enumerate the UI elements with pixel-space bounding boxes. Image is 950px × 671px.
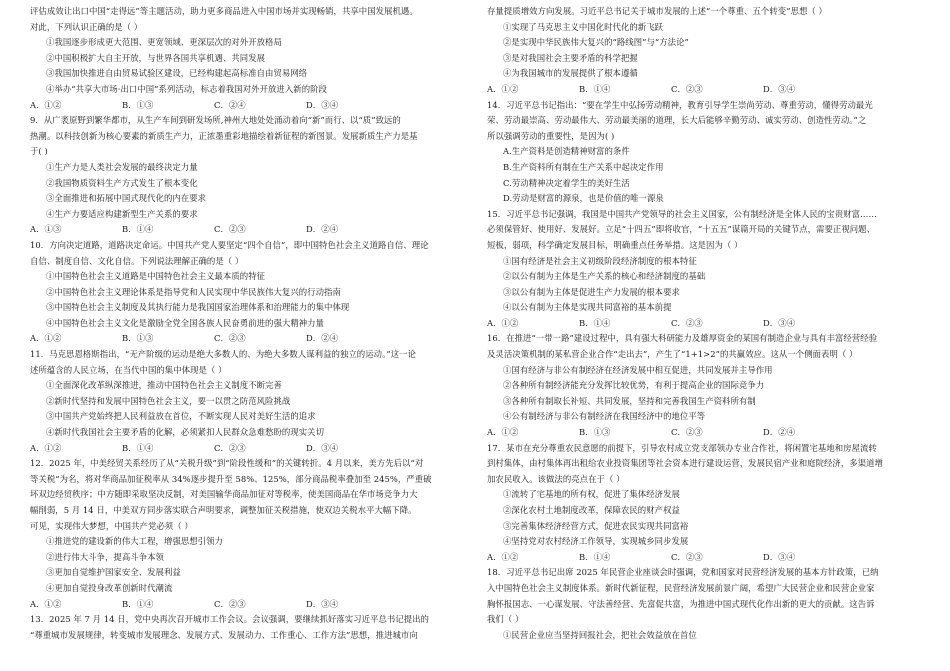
choice-statement: ②以公有制为主体是生产关系的核心和经济制度的基础 <box>503 271 706 282</box>
answer-options <box>487 550 925 566</box>
choice-statement: ①全面深化改革纵深推进，推动中国特色社会主义制度不断完善 <box>46 380 282 391</box>
choice-statement: ①推进党的建设新的伟大工程，增强思想引领力 <box>46 536 223 547</box>
answer-option: D．②④ <box>306 333 339 344</box>
choice-statement: ②深化农村土地制度改革，保障农民的财产权益 <box>503 505 680 515</box>
answer-option: C．②③ <box>671 317 703 328</box>
answer-option: B．①③ <box>122 333 154 344</box>
text-line: 荣、劳动最崇高、劳动最伟大、劳动最美丽的道理，长大后能够辛勤劳动、诚实劳动、创造性劳动。”之 <box>487 115 867 126</box>
text-line: 10．方向决定道路，道路决定命运。中国共产党人要坚定“四个自信”，即中国特色社会主义道路自信、理论 <box>30 239 429 250</box>
answer-option: C．②③ <box>671 427 703 438</box>
choice-statement: ③更加自觉维护国家安全、发展利益 <box>46 567 181 578</box>
answer-option: B．①④ <box>579 551 611 562</box>
choice-statement: ④公有制经济与非公有制经济在我国经济中的地位平等 <box>503 411 706 422</box>
right-column <box>487 4 925 643</box>
text-line: 11．马克思恩格斯指出，“无产阶级的运动是绝大多数人的、为绝大多数人谋利益的独立的运动。”这一论 <box>30 349 416 360</box>
text-line: 17．某市在充分尊重农民意愿的前提下，引导农村成立党支部领办专业合作社，将闲置宅基地和房屋流转 <box>487 442 877 453</box>
text-line: 于( ) <box>30 146 48 157</box>
text-line: 12．2025 年，中美经贸关系经历了从“关税升级”到“阶段性缓和”的关键转折。4 月以来，美方先后以“对 <box>30 458 424 469</box>
answer-option: A．①② <box>487 317 519 328</box>
choice-statement: ②新时代坚持和发展中国特色社会主义，要一以贯之防范风险挑战 <box>46 395 291 406</box>
text-line: 加农民收入。该做法的亮点在于（ ） <box>487 473 625 484</box>
answer-options <box>30 222 468 238</box>
choice-statement: ②各种所有制经济能充分发挥比较优势，有利于提高企业的国际竞争力 <box>503 380 765 391</box>
text-line: 坏双边经贸秩序；中方随即采取坚决反制，对美国输华商品加征对等税率，使美国商品在华市场竞争力大 <box>30 489 418 500</box>
answer-option: B．①④ <box>579 83 611 94</box>
answer-option: B．①④ <box>122 598 154 609</box>
answer-option: D．③④ <box>306 598 339 609</box>
answer-option: D．②④ <box>763 427 796 438</box>
answer-option: C．②③ <box>214 598 246 609</box>
answer-options <box>487 82 925 98</box>
choice-statement: ③中国特色社会主义制度及其执行能力是我国国家治理体系和治理能力的集中体现 <box>46 302 350 313</box>
text-line: 13．2025 年 7 月 14 日，党中央再次召开城市工作会议。会议强调，要继续抓好落实习近平总书记提出的 <box>30 614 429 625</box>
choice-statement: C.劳动精神决定着学生的美好生活 <box>503 177 630 188</box>
answer-options <box>487 316 925 332</box>
answer-option: C．②③ <box>671 83 703 94</box>
text-line: 16．在推进“一带一路”建设过程中，具有强大科研能力及雄厚资金的某国有制造企业与具有丰富经营经验 <box>487 333 878 344</box>
answer-option: D．③④ <box>763 551 796 562</box>
answer-option: D．③④ <box>763 317 796 328</box>
choice-statement: A.生产资料是创造精神财富的条件 <box>503 146 630 157</box>
text-line: 热潮。以科技创新为核心要素的新质生产力，正浓墨重彩地描绘着新征程的新图景。发展新质生产力是基 <box>30 130 418 141</box>
choice-statement: ③各种所有制取长补短、共同发展，坚持和完善我国生产资料所有制 <box>503 395 756 406</box>
choice-statement: ③我国加快推进自由贸易试验区建设，已经构建起高标准自由贸易网络 <box>46 68 308 79</box>
answer-options <box>30 597 468 613</box>
answer-options <box>30 98 468 114</box>
choice-statement: ①生产力是人类社会发展的最终决定力量 <box>46 161 198 172</box>
answer-option: B．①④ <box>122 442 154 453</box>
answer-option: C．②③ <box>214 333 246 344</box>
answer-option: A．①③ <box>30 224 62 235</box>
answer-option: A．①② <box>30 442 62 453</box>
answer-option: A．①② <box>487 83 519 94</box>
text-line: 对此，下列认识正确的是（ ） <box>30 21 143 32</box>
answer-option: B．①③ <box>122 99 154 110</box>
choice-statement: ②中国积极扩大自主开放，与世界各国共享机遇、共同发展 <box>46 52 266 63</box>
choice-statement: D.劳动是财富的源泉，也是价值的唯一源泉 <box>503 193 664 204</box>
text-line: 到村集体，由村集体再出租给农业投资集团等社会资本进行建设运营，发展民宿产业和庭院经济，多渠道增 <box>487 458 883 469</box>
choice-statement: ②是实现中华民族伟大复兴的“路线图”与“方法论” <box>503 37 689 48</box>
text-line: 短板，弱项，科学确定发展目标，明确重点任务举措。这是因为（ ） <box>487 239 743 250</box>
text-line: 可见，实现伟大梦想，中国共产党必须（ ） <box>30 520 193 531</box>
choice-statement: ④生产力要适应构建新型生产关系的要求 <box>46 208 198 219</box>
answer-option: B．①③ <box>579 427 611 438</box>
answer-option: A．①② <box>487 551 519 562</box>
choice-statement: ④以公有制为主体是实现共同富裕的基本前提 <box>503 302 672 313</box>
text-line: 14．习近平总书记指出：“要在学生中弘扬劳动精神，教育引导学生崇尚劳动、尊重劳动，懂得劳动最光 <box>487 99 873 110</box>
choice-statement: ④为我国城市的发展提供了根本遵循 <box>503 68 638 79</box>
text-line: 所以强调劳动的重要性，是因为( ) <box>487 130 615 141</box>
choice-statement: ①国有经济是社会主义初级阶段经济制度的根本特征 <box>503 255 697 266</box>
text-line: 胸怀报国志、一心谋发展、守法善经营、先富促共富，为推进中国式现代化作出新的更大的贡献。这告诉 <box>487 598 875 609</box>
text-line: 15．习近平总书记强调，我国是中国共产党领导的社会主义国家，公有制经济是全体人民的宝贵财富…… <box>487 208 877 219</box>
choice-statement: ④坚持党对农村经济工作领导，实现城乡同步发展 <box>503 536 689 547</box>
answer-option: A．①② <box>30 598 62 609</box>
answer-option: B．①④ <box>122 224 154 235</box>
choice-statement: ①中国特色社会主义道路是中国特色社会主义最本质的特征 <box>46 271 266 282</box>
choice-statement: ④举办“共享大市场·出口中国”系列活动，标志着我国对外开放进入新的阶段 <box>46 83 327 94</box>
choice-statement: ③以公有制为主体是促进生产力发展的根本要求 <box>503 286 680 297</box>
answer-option: A．①② <box>487 427 519 438</box>
choice-statement: ③全面推进和拓展中国式现代化的内在要求 <box>46 193 207 204</box>
text-line: 及灵活决策机制的某私营企业合作“走出去”，产生了“1+1>2”的共赢效应。这从一个侧面表明（ ） <box>487 349 858 360</box>
choice-statement: ②进行伟大斗争，提高斗争本领 <box>46 551 164 562</box>
choice-statement: B.生产资料所有制在生产关系中起决定作用 <box>503 161 664 172</box>
choice-statement: ①国有经济与非公有制经济在经济发展中相互促进，共同发展并主导作用 <box>503 364 773 375</box>
answer-option: D．②④ <box>306 224 339 235</box>
text-line: 幅削弱，5 月 14 日，中美双方同步落实联合声明要求，调整加征关税措施，使双边关税水平大幅下降。 <box>30 505 417 515</box>
answer-options <box>30 441 468 457</box>
choice-statement: ④更加自觉投身改革创新时代潮流 <box>46 582 173 593</box>
answer-options <box>30 331 468 347</box>
answer-option: B．①④ <box>579 317 611 328</box>
choice-statement: ①流转了宅基地的所有权，促进了集体经济发展 <box>503 489 680 500</box>
answer-options <box>487 425 925 441</box>
text-line: 入中国特色社会主义制度体系。新时代新征程，民营经济发展前景广阔，希望广大民营企业和民营企业家 <box>487 582 875 593</box>
answer-option: D．③④ <box>306 442 339 453</box>
choice-statement: ①实现了马克思主义中国化时代化的新飞跃 <box>503 21 664 32</box>
text-line: 等关税”为名，将对华商品加征税率从 34%逐步提升至 58%、125%，部分商品税率叠加至 245%，严重破 <box>30 473 432 484</box>
choice-statement: ①民营企业应当坚持回报社会，把社会效益放在首位 <box>503 629 697 640</box>
text-line: 必须保管好、使用好、发展好。立足“十四五”即将收官，“十五五”谋篇开局的关键节点，需要正视问题、 <box>487 224 876 235</box>
choice-statement: ②我国物质资料生产方式发生了根本变化 <box>46 177 198 188</box>
left-column <box>30 4 468 643</box>
answer-option: C．②④ <box>214 99 246 110</box>
text-line: 9．从广袤原野到繁华都市，从生产车间到研发场所,神州大地处处涌动着向“新”而行、以“质”致远的 <box>30 115 401 126</box>
answer-option: C．②③ <box>214 442 246 453</box>
choice-statement: ③中国共产党始终把人民利益放在首位，不断实现人民对美好生活的追求 <box>46 411 316 422</box>
choice-statement: ③完善集体经济经营方式，促进农民实现共同富裕 <box>503 520 689 531</box>
answer-option: A．①② <box>30 333 62 344</box>
text-line: 存量提质增效方向发展。习近平总书记关于城市发展的上述“一个尊重、五个转变”思想（ ） <box>487 6 827 16</box>
answer-option: D．③④ <box>306 99 339 110</box>
text-line: 评估成效让出口中国“走得远”等主题活动，助力更多商品进入中国市场并实现畅销，共享中国发展机遇。 <box>30 6 418 16</box>
answer-option: C．②③ <box>214 224 246 235</box>
choice-statement: ④新时代我国社会主要矛盾的化解，必须紧扣人民群众急难愁盼的现实关切 <box>46 427 325 438</box>
text-line: 我们（ ） <box>487 614 524 625</box>
choice-statement: ①我国逐步形成更大范围、更宽领域、更深层次的对外开放格局 <box>46 37 282 48</box>
choice-statement: ②中国特色社会主义理论体系是指导党和人民实现中华民族伟大复兴的行动指南 <box>46 286 341 297</box>
text-line: “尊重城市发展规律，转变城市发展理念、发展方式、发展动力、工作重心、工作方法”思想，推进城市向 <box>30 629 418 640</box>
text-line: 18．习近平总书记出席 2025 年民营企业座谈会时强调，党和国家对民营经济发展的基本方针政策，已纳 <box>487 567 879 578</box>
choice-statement: ④中国特色社会主义文化是激励全党全国各族人民奋勇前进的强大精神力量 <box>46 317 325 328</box>
text-line: 自信、制度自信、文化自信。下列说法理解正确的是（ ） <box>30 255 244 266</box>
answer-option: C．②③ <box>671 551 703 562</box>
answer-option: D．③④ <box>763 83 796 94</box>
choice-statement: ③是对我国社会主要矛盾的科学把握 <box>503 52 638 63</box>
answer-option: A．①② <box>30 99 62 110</box>
text-line: 述所蕴含的人民立场，在当代中国的集中体现是（ ） <box>30 364 227 375</box>
